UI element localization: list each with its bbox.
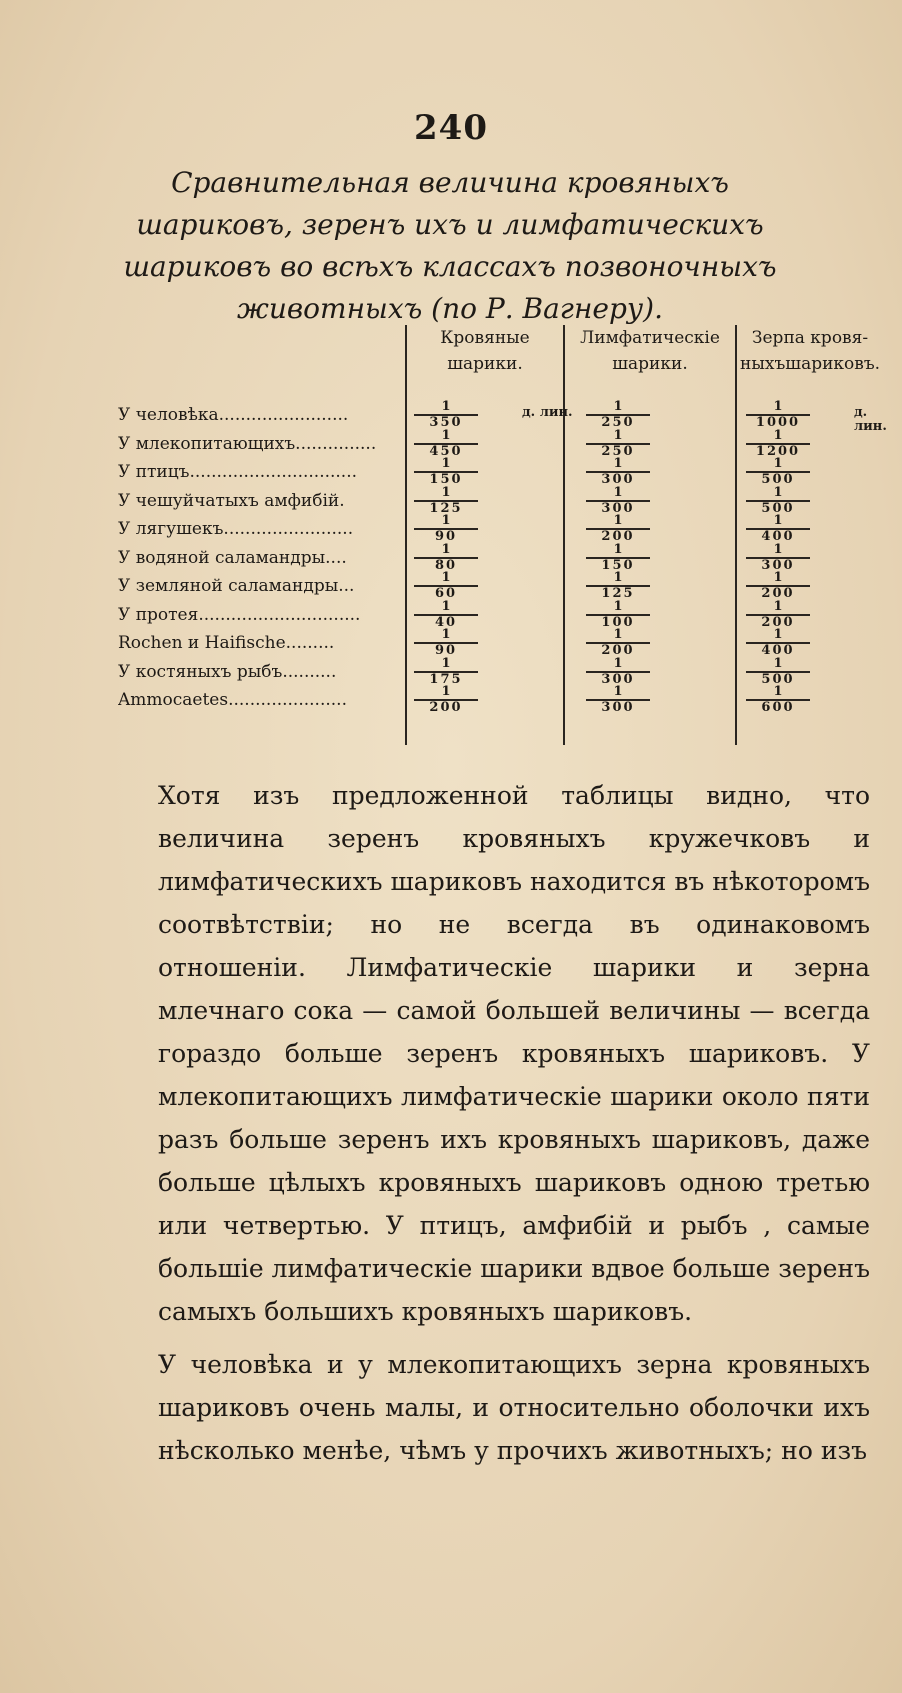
fraction-denominator: 175 bbox=[429, 671, 463, 687]
fraction-denominator: 300 bbox=[601, 472, 635, 487]
fraction-numerator: 1 bbox=[613, 513, 623, 528]
column-header-grains bbox=[740, 325, 880, 377]
fraction-blood bbox=[406, 685, 486, 715]
row-label: У птицъ............................... bbox=[118, 462, 358, 482]
fraction-denominator: 200 bbox=[601, 643, 635, 658]
fraction-denominator: 300 bbox=[601, 700, 635, 715]
fraction-grain bbox=[738, 657, 818, 687]
fraction-denominator: 500 bbox=[761, 671, 795, 687]
fraction-lymph bbox=[578, 571, 658, 601]
row-label: У костяныхъ рыбъ.......... bbox=[118, 661, 337, 682]
fraction-denominator: 60 bbox=[434, 586, 458, 601]
fraction-denominator: 90 bbox=[434, 643, 458, 658]
fraction-numerator: 1 bbox=[773, 627, 783, 642]
fraction-denominator: 40 bbox=[434, 614, 458, 630]
fraction-grain bbox=[738, 600, 818, 630]
column-header-line: ныхъшариковъ. bbox=[740, 354, 881, 374]
column-header-line: Кровяные bbox=[440, 328, 530, 348]
fraction-denominator: 200 bbox=[761, 586, 795, 601]
fraction-denominator: 500 bbox=[761, 472, 795, 487]
row-label: У протея.............................. bbox=[118, 604, 361, 625]
fraction-grain bbox=[738, 457, 818, 487]
fraction-grain bbox=[738, 628, 818, 658]
fraction-lymph bbox=[578, 543, 658, 573]
fraction-numerator: 1 bbox=[613, 627, 623, 642]
fraction-numerator: 1 bbox=[441, 427, 451, 443]
fraction-blood bbox=[406, 600, 486, 630]
row-label: У млекопитающихъ............... bbox=[118, 433, 377, 454]
fraction-numerator: 1 bbox=[441, 513, 451, 528]
fraction-numerator: 1 bbox=[773, 427, 783, 443]
fraction-denominator: 200 bbox=[601, 529, 635, 544]
fraction-denominator: 200 bbox=[761, 614, 795, 630]
fraction-grain bbox=[738, 486, 818, 516]
fraction-denominator: 250 bbox=[601, 443, 635, 459]
fraction-blood bbox=[406, 486, 486, 516]
fraction-denominator: 600 bbox=[761, 700, 795, 715]
fraction-denominator: 300 bbox=[601, 671, 635, 687]
fraction-numerator: 1 bbox=[441, 570, 451, 585]
column-header-lymph bbox=[566, 325, 734, 377]
fraction-grain bbox=[738, 514, 818, 544]
fraction-blood bbox=[406, 543, 486, 573]
fraction-denominator: 400 bbox=[761, 643, 795, 658]
fraction-lymph bbox=[578, 457, 658, 487]
fraction-numerator: 1 bbox=[773, 598, 783, 614]
fraction-numerator: 1 bbox=[441, 627, 451, 642]
fraction-denominator: 300 bbox=[761, 557, 795, 573]
paragraph: У человѣка и у млекопитающихъ зерна кровяныхъ шариковъ очень малы, и относительно оболочки ихъ нѣсколько менѣе, чѣмъ у прочихъ животныхъ; но изъ bbox=[158, 1350, 870, 1465]
fraction-lymph bbox=[578, 400, 658, 430]
fraction-numerator: 1 bbox=[773, 456, 783, 471]
fraction-grain bbox=[738, 685, 818, 715]
row-label: Ammocaetes...................... bbox=[118, 690, 347, 710]
fraction-numerator: 1 bbox=[441, 655, 451, 671]
row-label: У земляной саламандры... bbox=[118, 576, 355, 596]
fraction-numerator: 1 bbox=[613, 427, 623, 443]
fraction-numerator: 1 bbox=[613, 541, 623, 557]
fraction-denominator: 350 bbox=[429, 415, 463, 430]
fraction-numerator: 1 bbox=[441, 399, 451, 414]
column-header-line: шарики. bbox=[447, 354, 523, 374]
fraction-lymph bbox=[578, 486, 658, 516]
row-label: У чешуйчатыхъ амфибій. bbox=[118, 490, 345, 511]
fraction-denominator: 500 bbox=[761, 500, 795, 516]
fraction-denominator: 90 bbox=[434, 529, 458, 544]
fraction-lymph bbox=[578, 429, 658, 459]
page-number: 240 bbox=[414, 108, 488, 148]
column-header-line: Лимфатическіе bbox=[580, 328, 720, 348]
fraction-numerator: 1 bbox=[613, 399, 623, 414]
fraction-denominator: 300 bbox=[601, 500, 635, 516]
fraction-denominator: 125 bbox=[601, 586, 635, 601]
fraction-lymph bbox=[578, 600, 658, 630]
fraction-blood bbox=[406, 628, 486, 658]
fraction-numerator: 1 bbox=[773, 513, 783, 528]
fraction-numerator: 1 bbox=[613, 598, 623, 614]
fraction-numerator: 1 bbox=[613, 684, 623, 699]
row-label: Rochen и Haifische......... bbox=[118, 633, 335, 653]
fraction-lymph bbox=[578, 685, 658, 715]
fraction-blood bbox=[406, 400, 486, 430]
fraction-grain bbox=[738, 400, 818, 430]
fraction-blood bbox=[406, 457, 486, 487]
fraction-denominator: 1000 bbox=[755, 415, 801, 430]
comparison-table bbox=[118, 325, 887, 745]
fraction-numerator: 1 bbox=[441, 598, 451, 614]
unit-label-grains: д. лин. bbox=[854, 405, 887, 434]
fraction-denominator: 125 bbox=[429, 500, 463, 516]
fraction-denominator: 150 bbox=[429, 472, 463, 487]
fraction-lymph bbox=[578, 514, 658, 544]
body-text bbox=[158, 774, 870, 1472]
column-header-line: шарики. bbox=[612, 354, 688, 374]
fraction-denominator: 150 bbox=[601, 557, 635, 573]
fraction-numerator: 1 bbox=[613, 484, 623, 500]
fraction-numerator: 1 bbox=[773, 399, 783, 414]
fraction-denominator: 450 bbox=[429, 443, 463, 459]
fraction-numerator: 1 bbox=[773, 541, 783, 557]
fraction-numerator: 1 bbox=[441, 541, 451, 557]
paragraph: Хотя изъ предложенной таблицы видно, что величина зеренъ кровяныхъ кружечковъ и лимфатическихъ шариковъ находится въ нѣкоторомъ соотвѣтствіи; но не всегда въ одинаковомъ отношеніи. Лимфатическіе шарики и зерна млечнаго сока — самой большей величины — всегда гораздо больше зеренъ кровяныхъ шариковъ. У млекопитающихъ лимфатическіе шарики около пяти разъ больше зеренъ ихъ кровяныхъ шариковъ, даже больше цѣлыхъ кровяныхъ шариковъ одною третью или четвертью. У птицъ, амфибій и рыбъ , самые большіе лимфатическіе шарики вдвое больше зеренъ самыхъ большихъ кровяныхъ шариковъ. bbox=[158, 781, 870, 1326]
fraction-numerator: 1 bbox=[773, 570, 783, 585]
fraction-denominator: 250 bbox=[601, 415, 635, 430]
fraction-lymph bbox=[578, 628, 658, 658]
table-title: Сравнительная величина кровяныхъ шариковъ, зеренъ ихъ и лимфатическихъ шариковъ во всѣхъ классахъ позвоночныхъ животныхъ (по Р. Вагнеру). bbox=[123, 166, 777, 325]
column-header-blood bbox=[410, 325, 560, 377]
fraction-denominator: 1200 bbox=[755, 443, 801, 459]
fraction-grain bbox=[738, 571, 818, 601]
fraction-numerator: 1 bbox=[773, 655, 783, 671]
fraction-denominator: 80 bbox=[434, 557, 458, 573]
fraction-numerator: 1 bbox=[613, 456, 623, 471]
unit-label-blood: д. лин. bbox=[522, 405, 573, 420]
fraction-grain bbox=[738, 543, 818, 573]
column-divider bbox=[735, 325, 737, 745]
fraction-denominator: 100 bbox=[601, 614, 635, 630]
fraction-blood bbox=[406, 571, 486, 601]
fraction-denominator: 400 bbox=[761, 529, 795, 544]
fraction-grain bbox=[738, 429, 818, 459]
fraction-blood bbox=[406, 514, 486, 544]
fraction-numerator: 1 bbox=[441, 456, 451, 471]
row-label: У человѣка........................ bbox=[118, 405, 349, 425]
column-header-line: Зерпа кровя- bbox=[751, 328, 869, 348]
fraction-blood bbox=[406, 657, 486, 687]
fraction-numerator: 1 bbox=[773, 684, 783, 699]
fraction-numerator: 1 bbox=[773, 484, 783, 500]
fraction-blood bbox=[406, 429, 486, 459]
fraction-denominator: 200 bbox=[429, 700, 463, 715]
fraction-numerator: 1 bbox=[613, 570, 623, 585]
fraction-numerator: 1 bbox=[441, 684, 451, 699]
column-divider bbox=[563, 325, 565, 745]
fraction-numerator: 1 bbox=[441, 484, 451, 500]
row-label: У лягушекъ........................ bbox=[118, 519, 354, 539]
fraction-numerator: 1 bbox=[613, 655, 623, 671]
row-label: У водяной саламандры.... bbox=[118, 547, 347, 568]
fraction-lymph bbox=[578, 657, 658, 687]
